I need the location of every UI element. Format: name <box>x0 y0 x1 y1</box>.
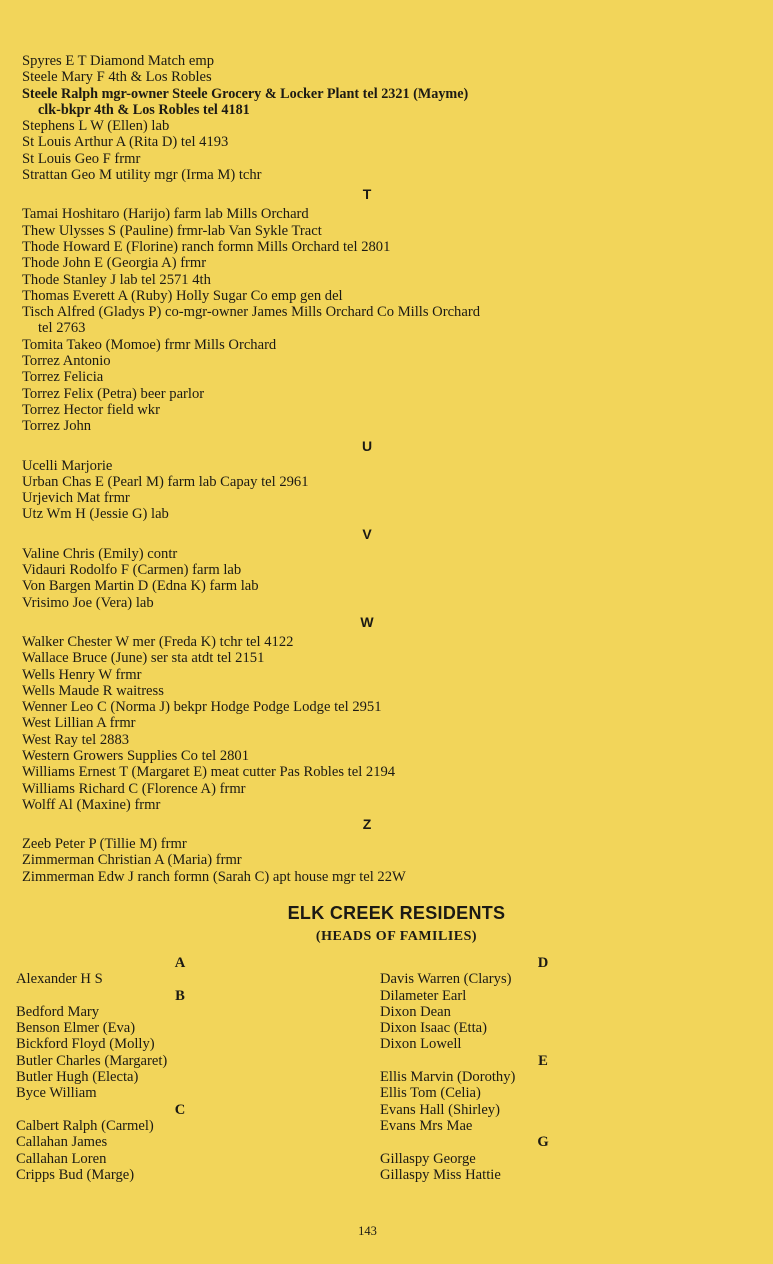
directory-entry <box>22 562 722 578</box>
elk-creek-right-column <box>380 955 710 1183</box>
directory-entry <box>380 1167 710 1183</box>
directory-entry <box>380 1102 710 1118</box>
entry-text: West Ray tel 2883 <box>22 731 130 748</box>
entry-text: Vidauri Rodolfo F (Carmen) farm lab <box>22 562 242 579</box>
entry-text: Ellis Marvin (Dorothy) <box>380 1069 516 1086</box>
section-subtitle: (HEADS OF FAMILIES) <box>315 929 478 944</box>
entry-text: Dixon Dean <box>380 1003 451 1020</box>
directory-entry <box>22 53 722 69</box>
entry-text: Bickford Floyd (Molly) <box>16 1036 155 1053</box>
directory-entry <box>22 206 722 222</box>
entry-text: Utz Wm H (Jessie G) lab <box>22 506 169 523</box>
entry-text: Urban Chas E (Pearl M) farm lab Capay tel 2961 <box>22 473 309 490</box>
directory-entry <box>22 134 722 150</box>
directory-entry <box>22 474 722 490</box>
directory-entry <box>22 634 722 650</box>
directory-entry <box>22 151 722 167</box>
entry-text: Ellis Tom (Celia) <box>380 1085 481 1102</box>
section-letter: E <box>538 1052 548 1069</box>
page-number: 143 <box>358 1224 377 1238</box>
elk-creek-left-column <box>16 955 346 1183</box>
directory-entry <box>380 971 710 987</box>
page-number-wrap <box>0 1224 773 1239</box>
directory-entry <box>380 988 710 1004</box>
directory-entry <box>22 272 722 288</box>
directory-entry <box>22 836 722 852</box>
directory-entry <box>16 1167 346 1183</box>
entry-text: Thode Howard E (Florine) ranch formn Mills Orchard tel 2801 <box>22 238 391 255</box>
entry-text: Callahan Loren <box>16 1150 107 1167</box>
entry-text: Strattan Geo M utility mgr (Irma M) tchr <box>22 167 262 184</box>
directory-entry <box>22 852 722 868</box>
entry-continuation: tel 2763 <box>38 320 86 337</box>
entry-text: Wallace Bruce (June) ser sta atdt tel 2151 <box>22 650 265 667</box>
directory-entry <box>22 764 722 780</box>
entry-text: Thomas Everett A (Ruby) Holly Sugar Co emp gen del <box>22 287 343 304</box>
entry-text: Valine Chris (Emily) contr <box>22 545 178 562</box>
directory-entry <box>22 167 722 183</box>
entry-text: Tisch Alfred (Gladys P) co-mgr-owner James Mills Orchard Co Mills Orchard <box>22 304 480 321</box>
section-letter: A <box>174 955 186 971</box>
directory-entry <box>22 578 722 594</box>
directory-entry <box>22 304 722 337</box>
entry-text: Western Growers Supplies Co tel 2801 <box>22 747 250 764</box>
directory-entry <box>22 69 722 85</box>
directory-entry <box>380 1004 710 1020</box>
directory-entry <box>22 402 722 418</box>
directory-entry <box>22 650 722 666</box>
directory-entry <box>22 595 722 611</box>
directory-entry <box>22 458 722 474</box>
entry-text: Calbert Ralph (Carmel) <box>16 1117 154 1134</box>
section-letter: W <box>360 613 374 630</box>
directory-entry <box>22 239 722 255</box>
directory-entry <box>16 1004 346 1020</box>
entry-text: Thode John E (Georgia A) frmr <box>22 255 207 272</box>
entry-text: Cripps Bud (Marge) <box>16 1166 135 1183</box>
entry-text: Zeeb Peter P (Tillie M) frmr <box>22 836 187 853</box>
section-letter: V <box>362 525 372 542</box>
entry-text: Torrez Hector field wkr <box>22 401 160 418</box>
entry-text: Alexander H S <box>16 971 103 988</box>
section-letter: D <box>537 955 549 971</box>
directory-entry <box>16 971 346 987</box>
directory-entry <box>16 1036 346 1052</box>
entry-text: Steele Mary F 4th & Los Robles <box>22 69 212 86</box>
directory-entry <box>380 1036 710 1052</box>
entry-text: Williams Richard C (Florence A) frmr <box>22 780 246 797</box>
entry-text: Walker Chester W mer (Freda K) tchr tel 4122 <box>22 633 294 650</box>
entry-text: Ucelli Marjorie <box>22 457 113 474</box>
directory-entry <box>22 288 722 304</box>
entry-text: Bedford Mary <box>16 1003 100 1020</box>
entry-text: Wells Maude R waitress <box>22 682 164 699</box>
entry-text: Tomita Takeo (Momoe) frmr Mills Orchard <box>22 336 277 353</box>
directory-entry <box>22 781 722 797</box>
directory-entry <box>380 1069 710 1085</box>
directory-entry <box>22 546 722 562</box>
directory-entry <box>16 1020 346 1036</box>
entry-text: Evans Mrs Mae <box>380 1117 473 1134</box>
entry-text: Williams Ernest T (Margaret E) meat cutter Pas Robles tel 2194 <box>22 764 396 781</box>
section-letter: G <box>537 1134 549 1151</box>
entry-text: Thode Stanley J lab tel 2571 4th <box>22 271 211 288</box>
directory-entry <box>22 118 722 134</box>
entry-text: Urjevich Mat frmr <box>22 490 130 507</box>
entry-text: Benson Elmer (Eva) <box>16 1020 136 1037</box>
entry-text: Zimmerman Edw J ranch formn (Sarah C) apt house mgr tel 22W <box>22 868 406 885</box>
entry-text: Dilameter Earl <box>380 987 467 1004</box>
entry-text: Gillaspy Miss Hattie <box>380 1166 501 1183</box>
entry-text: Evans Hall (Shirley) <box>380 1101 500 1118</box>
directory-entry <box>22 797 722 813</box>
directory-entry <box>380 1085 710 1101</box>
section-letter: B <box>175 987 185 1004</box>
directory-entry <box>22 683 722 699</box>
entry-text: Byce William <box>16 1085 97 1102</box>
directory-entry <box>22 732 722 748</box>
entry-text: Butler Charles (Margaret) <box>16 1052 168 1069</box>
directory-entry <box>380 1118 710 1134</box>
section-letter: T <box>362 186 372 203</box>
entry-text: Torrez Felicia <box>22 369 104 386</box>
directory-entry <box>16 1053 346 1069</box>
directory-entry <box>22 418 722 434</box>
section-letter: U <box>361 437 373 454</box>
entry-text: Spyres E T Diamond Match emp <box>22 53 214 69</box>
entry-text: Zimmerman Christian A (Maria) frmr <box>22 852 242 869</box>
directory-entry <box>22 748 722 764</box>
entry-text: Tamai Hoshitaro (Harijo) farm lab Mills Orchard <box>22 206 309 223</box>
entry-text: Wenner Leo C (Norma J) bekpr Hodge Podge Lodge tel 2951 <box>22 699 382 716</box>
entry-text: St Louis Geo F frmr <box>22 150 141 167</box>
directory-entry <box>22 506 722 522</box>
directory-entry <box>16 1085 346 1101</box>
entry-text: Callahan James <box>16 1134 108 1151</box>
directory-entry <box>22 255 722 271</box>
elk-creek-header <box>0 903 773 945</box>
entry-text: Torrez Antonio <box>22 353 111 370</box>
entry-text: Thew Ulysses S (Pauline) frmr-lab Van Sykle Tract <box>22 222 322 239</box>
directory-listing-upper <box>22 53 722 885</box>
section-letter: Z <box>362 816 372 833</box>
entry-text: Wells Henry W frmr <box>22 666 142 683</box>
entry-text: Stephens L W (Ellen) lab <box>22 118 170 135</box>
directory-entry <box>16 1118 346 1134</box>
section-letter: C <box>174 1101 186 1118</box>
directory-entry <box>380 1151 710 1167</box>
directory-entry <box>22 699 722 715</box>
directory-entry <box>22 490 722 506</box>
entry-text: Torrez John <box>22 418 92 435</box>
directory-entry <box>22 667 722 683</box>
directory-entry <box>22 369 722 385</box>
directory-entry <box>22 223 722 239</box>
directory-entry <box>22 337 722 353</box>
directory-entry <box>16 1069 346 1085</box>
entry-text: Von Bargen Martin D (Edna K) farm lab <box>22 578 259 595</box>
entry-text: St Louis Arthur A (Rita D) tel 4193 <box>22 134 229 151</box>
directory-entry <box>22 715 722 731</box>
directory-entry <box>22 869 722 885</box>
directory-entry <box>22 386 722 402</box>
directory-entry <box>16 1151 346 1167</box>
directory-entry <box>380 1020 710 1036</box>
entry-text: West Lillian A frmr <box>22 715 136 732</box>
entry-text: Steele Ralph mgr-owner Steele Grocery & Locker Plant tel 2321 (Mayme) <box>22 85 469 102</box>
entry-text: Dixon Lowell <box>380 1036 462 1053</box>
entry-text: Dixon Isaac (Etta) <box>380 1020 487 1037</box>
entry-text: Wolff Al (Maxine) frmr <box>22 796 161 813</box>
entry-text: Davis Warren (Clarys) <box>380 971 512 988</box>
directory-entry <box>22 86 722 119</box>
entry-text: Torrez Felix (Petra) beer parlor <box>22 385 205 402</box>
directory-entry <box>22 353 722 369</box>
section-title: ELK CREEK RESIDENTS <box>287 903 506 923</box>
entry-continuation: clk-bkpr 4th & Los Robles tel 4181 <box>38 101 250 118</box>
entry-text: Gillaspy George <box>380 1150 476 1167</box>
entry-text: Vrisimo Joe (Vera) lab <box>22 594 154 611</box>
entry-text: Butler Hugh (Electa) <box>16 1069 139 1086</box>
directory-entry <box>16 1134 346 1150</box>
